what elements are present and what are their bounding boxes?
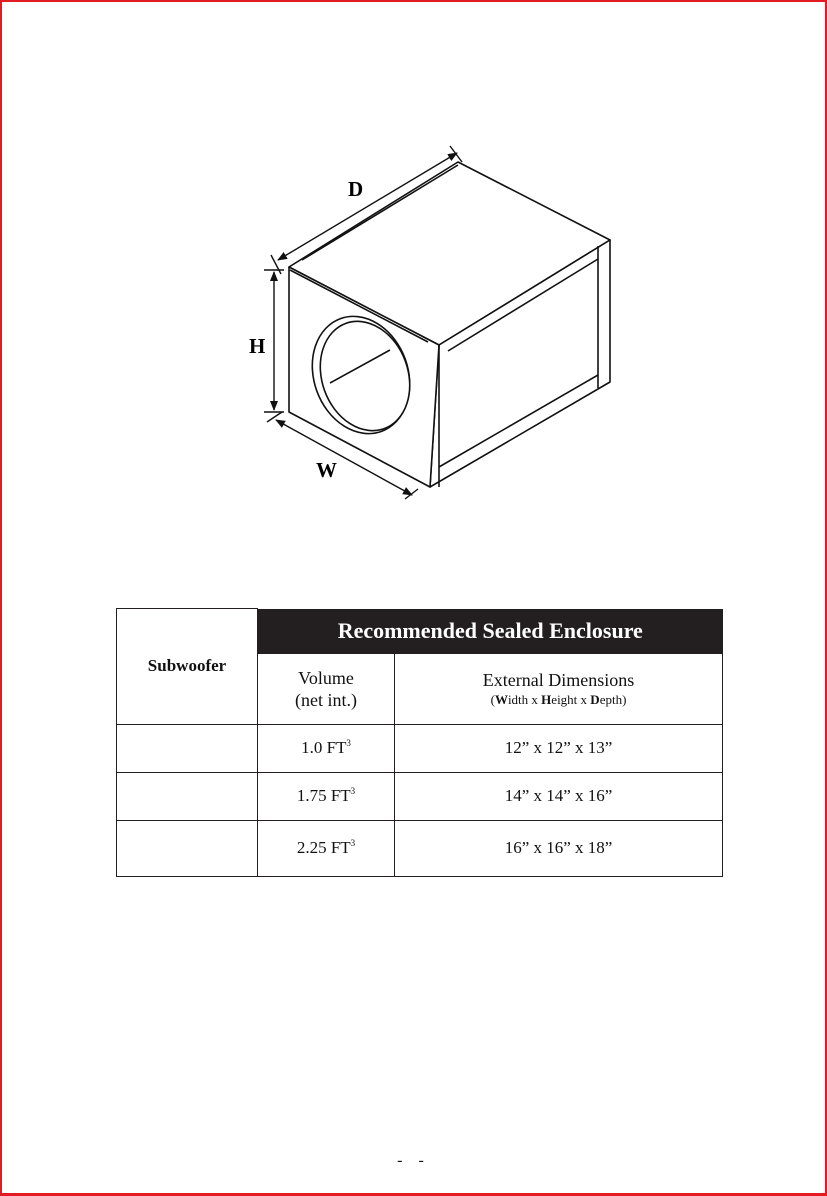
dimensions-cell: 14” x 14” x 16” <box>395 772 723 820</box>
width-label: W <box>316 458 337 482</box>
subwoofer-cell <box>117 724 258 772</box>
enclosure-diagram <box>2 2 825 562</box>
subwoofer-cell <box>117 820 258 876</box>
subwoofer-cell <box>117 772 258 820</box>
volume-header-line2: (net int.) <box>295 689 357 710</box>
dimensions-header <box>395 654 723 725</box>
enclosure-spec-table <box>116 608 723 877</box>
depth-label: D <box>348 177 364 201</box>
dimensions-header-title: External Dimensions <box>482 669 635 690</box>
dimensions-header-sub: (Width x Height x Depth) <box>490 691 627 707</box>
page-number: - - <box>397 1152 430 1169</box>
height-label: H <box>249 334 266 358</box>
volume-cell: 1.75 $FT^3$ <box>258 772 395 820</box>
volume-cell: 2.25 $FT^3$ <box>258 820 395 876</box>
table-title: Recommended Sealed Enclosure <box>258 609 723 654</box>
table-row <box>117 772 723 820</box>
volume-header-line1: Volume <box>298 667 354 688</box>
volume-cell: 1.0 $FT^3$ <box>258 724 395 772</box>
dimensions-cell: 16” x 16” x 18” <box>395 820 723 876</box>
table-row <box>117 820 723 876</box>
subwoofer-header: Subwoofer <box>117 609 258 725</box>
dimensions-cell: 12” x 12” x 13” <box>395 724 723 772</box>
volume-header <box>258 654 395 725</box>
table-row <box>117 724 723 772</box>
